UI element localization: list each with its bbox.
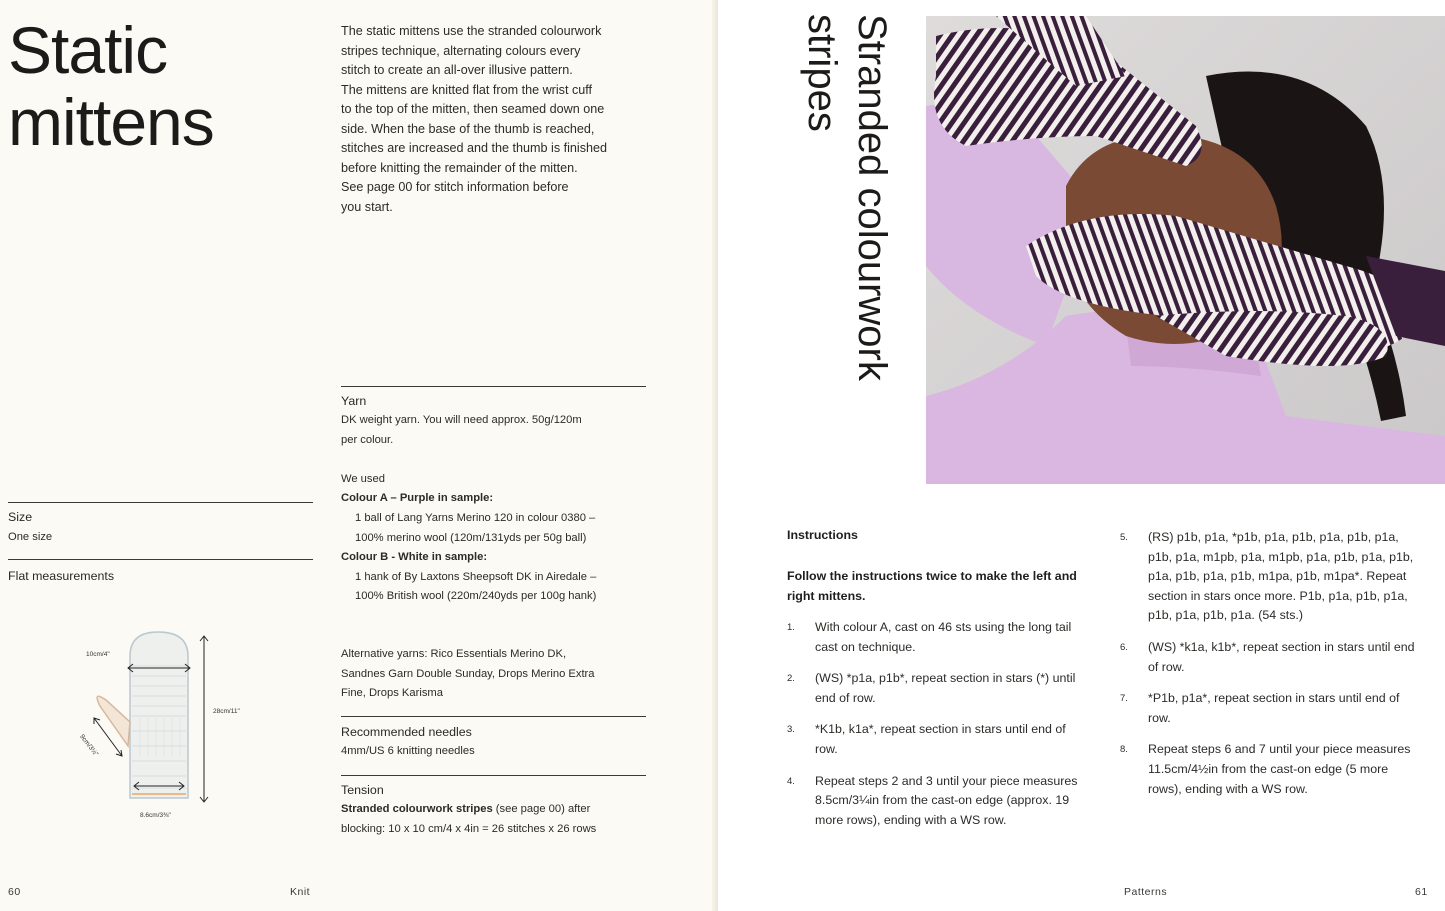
tension-label: Tension	[341, 783, 384, 797]
step-item	[1120, 740, 1425, 799]
size-value: One size	[8, 531, 53, 543]
step-text: Repeat steps 2 and 3 until your piece measures 8.5cm/3¼in from the cast-on edge (approx. 19 more rows), ending with a WS row.	[815, 773, 1078, 827]
step-number: 4.	[787, 775, 795, 787]
alt-yarn-line: Sandnes Garn Double Sunday, Drops Merino Extra	[341, 667, 595, 680]
colour-a-label: Colour A – Purple in sample:	[341, 492, 494, 505]
alt-yarn-line: Fine, Drops Karisma	[341, 687, 443, 700]
divider	[8, 502, 313, 503]
measure-bottom-width: 8.6cm/3⅜"	[140, 812, 171, 819]
measure-top-width: 10cm/4"	[86, 651, 110, 658]
step-number: 5.	[1120, 532, 1128, 543]
page-number-left: 60	[8, 886, 21, 898]
intro-line: stripes technique, alternating colours every	[341, 43, 581, 58]
step-text: (WS) *p1a, p1b*, repeat section in stars (*) until end of row.	[815, 671, 1076, 705]
mittens-photo-icon	[926, 16, 1445, 484]
we-used-label: We used	[341, 472, 385, 485]
model-photo	[926, 16, 1445, 484]
step-number: 3.	[787, 724, 795, 736]
step-item	[787, 669, 1087, 708]
yarn-line: per colour.	[341, 433, 394, 446]
colour-b-line: 1 hank of By Laxtons Sheepsoft DK in Airedale –	[355, 570, 597, 583]
colour-a-line: 1 ball of Lang Yarns Merino 120 in colour 0380 –	[355, 511, 596, 524]
vertical-title-line-2: stripes	[800, 14, 844, 132]
needles-label: Recommended needles	[341, 725, 472, 739]
step-item	[1120, 638, 1425, 677]
steps-column-left	[787, 618, 1087, 842]
intro-line: The mittens are knitted flat from the wrist cuff	[341, 82, 593, 97]
intro-line: side. When the base of the thumb is reached,	[341, 121, 595, 136]
step-item	[1120, 528, 1425, 626]
colour-b-line: 100% British wool (220m/240yds per 100g hank)	[355, 590, 597, 603]
step-number: 2.	[787, 673, 795, 685]
yarn-line: DK weight yarn. You will need approx. 50g/120m	[341, 414, 582, 426]
step-text: (WS) *k1a, k1b*, repeat section in stars until end of row.	[1148, 639, 1415, 674]
divider	[341, 386, 646, 387]
page-title	[8, 14, 214, 158]
section-name-left: Knit	[290, 886, 311, 898]
step-item	[1120, 689, 1425, 728]
left-page	[0, 0, 718, 911]
yarn-details	[341, 411, 651, 607]
measure-thumb: 9cm/3½"	[78, 733, 100, 758]
step-text: *K1b, k1a*, repeat section in stars until end of row.	[815, 722, 1066, 756]
intro-line: stitches are increased and the thumb is finished	[341, 141, 608, 155]
step-text: With colour A, cast on 46 sts using the long tail cast on technique.	[815, 620, 1072, 654]
intro-line: before knitting the remainder of the mitten.	[341, 160, 578, 175]
divider	[8, 559, 313, 560]
step-text: (RS) p1b, p1a, *p1b, p1a, p1b, p1a, p1b, p1a, p1b, p1a, m1pb, p1a, m1pb, p1a, p1b, p1a, p1b, p1a, p1b, p1a, p1b, m1pa, p1b, m1pa*. Repeat section in stars once more. P1b, p1a, p1b, p1a, p1b, p1a, p1b, p1a. (54 sts.)	[1148, 530, 1414, 623]
step-item	[787, 772, 1087, 831]
intro-line: The static mittens use the stranded colourwork	[341, 24, 602, 38]
size-label: Size	[8, 510, 33, 524]
mitten-diagram	[70, 626, 260, 826]
vertical-title-line-1: Stranded colourwork	[850, 14, 894, 381]
steps-column-right	[1120, 528, 1425, 811]
tension-details	[341, 800, 661, 839]
colour-a-line: 100% merino wool (120m/131yds per 50g ball)	[355, 531, 587, 544]
alternative-yarns	[341, 645, 651, 704]
needles-value: 4mm/US 6 knitting needles	[341, 745, 475, 757]
step-number: 7.	[1120, 693, 1128, 705]
title-line-1: Static	[8, 13, 168, 87]
divider	[341, 775, 646, 776]
vertical-title	[794, 14, 904, 434]
yarn-label: Yarn	[341, 394, 367, 408]
tension-gauge: blocking: 10 x 10 cm/4 x 4in = 26 stitches x 26 rows	[341, 822, 597, 835]
step-item	[787, 618, 1087, 657]
step-number: 1.	[787, 622, 795, 633]
section-name-right: Patterns	[1124, 886, 1168, 898]
intro-paragraph	[341, 22, 651, 217]
flat-measurements-label: Flat measurements	[8, 569, 115, 583]
step-text: Repeat steps 6 and 7 until your piece measures 11.5cm/4½in from the cast-on edge (5 more rows), ending with a WS row.	[1148, 742, 1411, 796]
divider	[341, 716, 646, 717]
step-item	[787, 720, 1087, 759]
colour-b-label: Colour B - White in sample:	[341, 551, 488, 564]
page-number-right: 61	[1415, 886, 1428, 898]
step-number: 6.	[1120, 641, 1128, 653]
measure-length: 28cm/11"	[213, 708, 240, 715]
step-text: *P1b, p1a*, repeat section in stars until end of row.	[1148, 691, 1400, 725]
tension-note: (see page 00) after	[492, 803, 591, 815]
instructions-subheading: Follow the instructions twice to make the left and right mittens.	[787, 569, 1077, 603]
alt-yarn-line: Alternative yarns: Rico Essentials Merino DK,	[341, 648, 567, 660]
intro-line: See page 00 for stitch information before	[341, 180, 569, 194]
intro-line: you start.	[341, 199, 393, 214]
intro-line: to the top of the mitten, then seamed down one	[341, 102, 605, 116]
title-line-2: mittens	[8, 85, 214, 159]
tension-technique: Stranded colourwork stripes	[341, 803, 493, 815]
instructions-heading: Instructions	[787, 528, 858, 542]
step-number: 8.	[1120, 744, 1128, 756]
intro-line: stitch to create an all-over illusive pattern.	[341, 63, 573, 77]
